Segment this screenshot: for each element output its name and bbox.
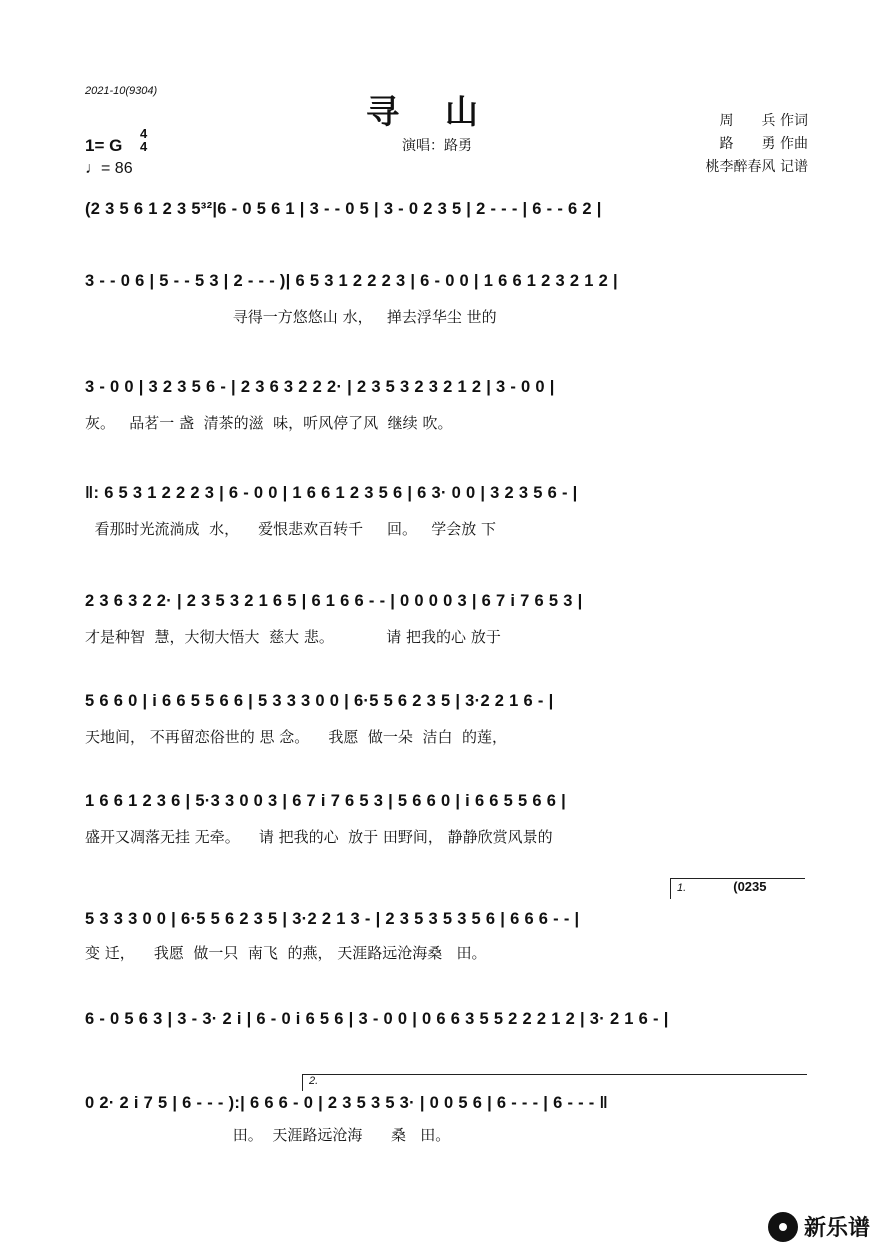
notation-line: 6 - 0 5 6 3 | 3 - 3· 2 i | 6 - 0 i 6 5 6 | 3 - 0 0 | 0 6 6 3 5 5 2 2 2 1 2 | 3· 2 1 6 - | <box>85 1010 669 1028</box>
notation-line: 3 - 0 0 | 3 2 3 5 6 - | 2 3 6 3 2 2 2· | 2 3 5 3 2 3 2 1 2 | 3 - 0 0 | <box>85 378 555 396</box>
volta-bracket-1 <box>670 878 805 899</box>
notation-line: 0 2· 2 i 7 5 | 6 - - - ):| 6 6 6 - 0 | 2 3 5 3 5 3· | 0 0 5 6 | 6 - - - | 6 - - - ‖ <box>85 1094 608 1112</box>
song-title: 寻山 <box>366 92 524 131</box>
notation-line: ‖: 6 5 3 1 2 2 2 3 | 6 - 0 0 | 1 6 6 1 2 3 5 6 | 6 3· 0 0 | 3 2 3 5 6 - | <box>85 484 578 502</box>
notation-line: (2 3 5 6 1 2 3 5³²|6 - 0 5 6 1 | 3 - - 0 5 | 3 - 0 2 3 5 | 2 - - - | 6 - - 6 2 | <box>85 200 602 218</box>
lyrics-line: 天地间， 不再留恋俗世的 思 念。 我愿 做一朵 洁白 的莲， <box>85 728 507 746</box>
volta-bracket-2 <box>302 1074 807 1091</box>
time-signature <box>140 127 147 153</box>
composer-credit: 路 勇 作曲 <box>719 136 808 152</box>
lyrics-line: 盛开又凋落无挂 无牵。 请 把我的心 放于 田野间， 静静欣赏风景的 <box>85 828 553 846</box>
lyrics-line: 看那时光流淌成 水， 爱恨悲欢百转千 回。 学会放 下 <box>85 520 497 538</box>
lyricist-credit: 周 兵 作词 <box>719 113 808 129</box>
catalog-number: 2021-10(9304) <box>85 85 158 97</box>
time-sig-bottom: 4 <box>140 139 148 154</box>
notation-line: 3 - - 0 6 | 5 - - 5 3 | 2 - - - )| 6 5 3 1 2 2 2 3 | 6 - 0 0 | 1 6 6 1 2 3 2 1 2 | <box>85 272 618 290</box>
record-disc-icon <box>768 1212 798 1242</box>
notation-line: 5 3 3 3 0 0 | 6·5 5 6 2 3 5 | 3·2 2 1 3 - | 2 3 5 3 5 3 5 6 | 6 6 6 - - | <box>85 910 580 928</box>
transcriber-credit: 桃李醉春风 记谱 <box>705 159 808 175</box>
lyrics-line: 寻得一方悠悠山 水， 掸去浮华尘 世的 <box>85 308 497 326</box>
lyrics-line: 变 迁， 我愿 做一只 南飞 的燕， 天涯路远沧海桑 田。 <box>85 944 487 962</box>
volta-2-label: 2. <box>309 1075 319 1087</box>
lyrics-line <box>85 236 805 260</box>
notation-line: 5 6 6 0 | i 6 6 5 5 6 6 | 5 3 3 3 0 0 | 6·5 5 6 2 3 5 | 3·2 2 1 6 - | <box>85 692 554 710</box>
key-signature: 1= G <box>85 136 123 155</box>
site-logo-text: 新乐谱 <box>803 1216 870 1241</box>
singer-credit: 演唱：路勇 <box>402 138 472 154</box>
notation-line: 1 6 6 1 2 3 6 | 5·3 3 0 0 3 | 6 7 i 7 6 5 3 | 5 6 6 0 | i 6 6 5 5 6 6 | <box>85 792 567 810</box>
site-logo <box>768 1211 870 1242</box>
tempo-marking: ♩= 86 <box>85 160 133 177</box>
volta-1-label: 1. <box>677 882 687 894</box>
notation-line: 2 3 6 3 2 2· | 2 3 5 3 2 1 6 5 | 6 1 6 6 - - | 0 0 0 0 3 | 6 7 i 7 6 5 3 | <box>85 592 583 610</box>
volta-1-pickup: (0235 <box>733 879 767 894</box>
time-sig-top: 4 <box>140 126 148 141</box>
lyrics-line: 才是种智 慧，大彻大悟大 慈大 悲。 请 把我的心 放于 <box>85 628 501 646</box>
lyrics-line: 灰。 品茗一 盏 清茶的滋 味，听风停了风 继续 吹。 <box>85 414 453 432</box>
lyrics-line: 田。 天涯路远沧海 桑 田。 <box>85 1126 451 1144</box>
